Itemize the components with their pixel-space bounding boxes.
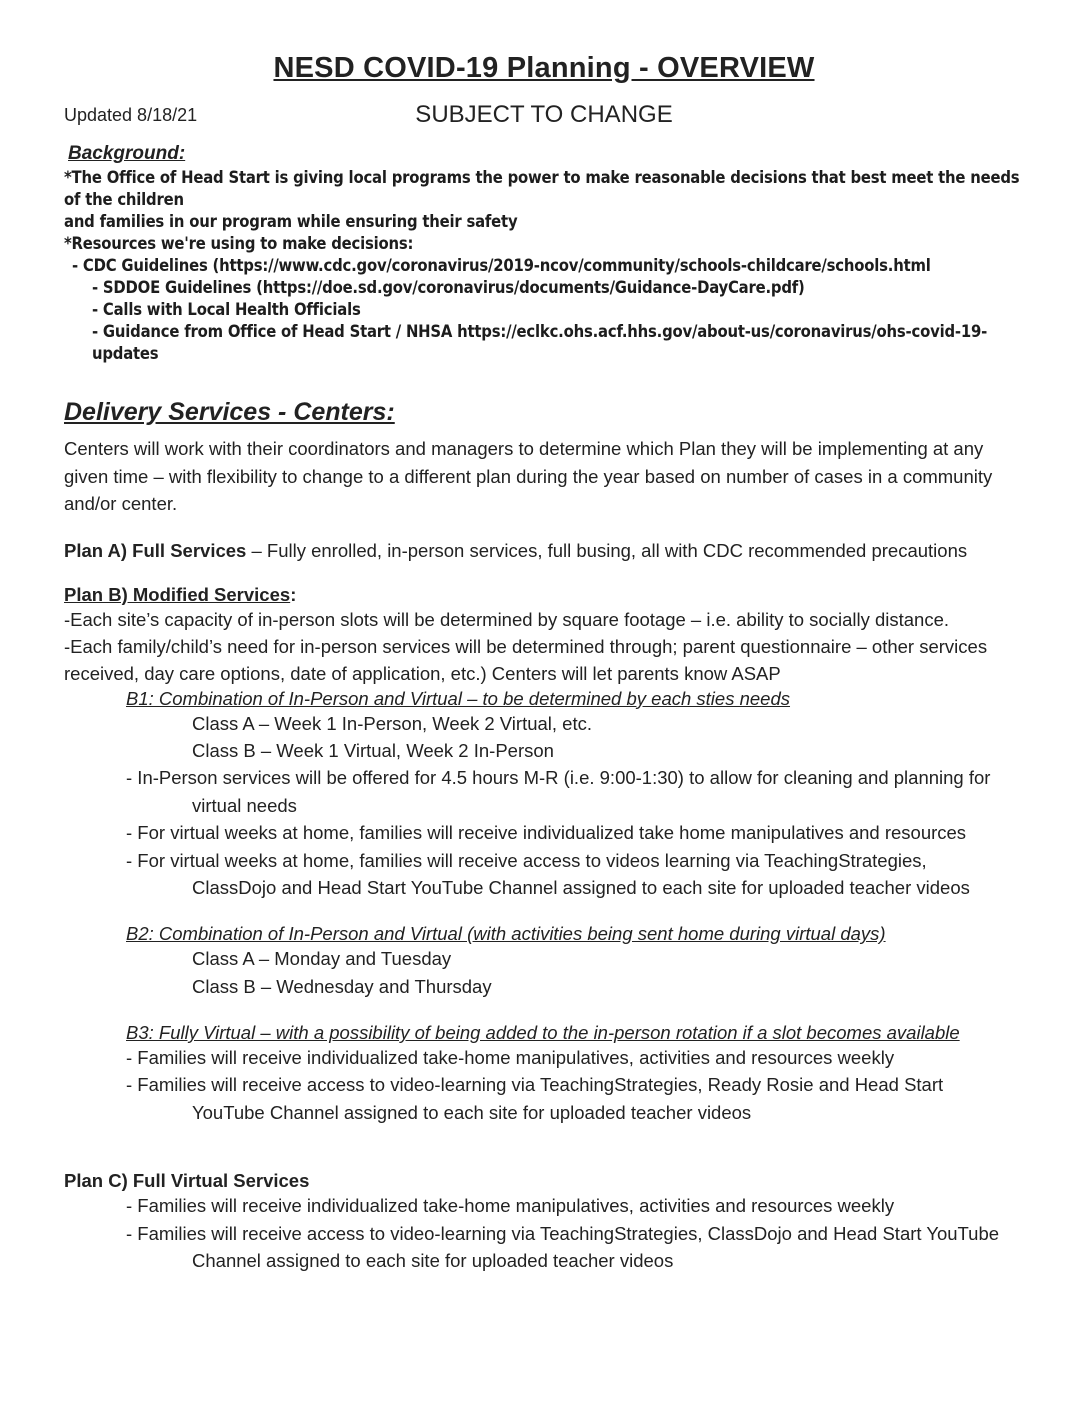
background-resource-local-health: - Calls with Local Health Officials bbox=[92, 299, 361, 319]
plan-b2-item-2: Class B – Wednesday and Thursday bbox=[192, 975, 492, 997]
background-block bbox=[64, 167, 1024, 364]
background-line-2: and families in our program while ensuring their safety bbox=[64, 211, 518, 231]
background-line-1: *The Office of Head Start is giving local programs the power to make reasonable decisions that best meet the needs of the children bbox=[64, 168, 1020, 209]
plan-b1-bullet-3-line-2: ClassDojo and Head Start YouTube Channel assigned to each site for uploaded teacher videos bbox=[192, 876, 970, 898]
plan-b1-bullet-3: - For virtual weeks at home, families will receive access to videos learning via TeachingStrategies, bbox=[126, 849, 927, 871]
delivery-services-heading: Delivery Services - Centers: bbox=[64, 398, 395, 427]
plan-b-label: Plan B) Modified Services bbox=[64, 583, 291, 605]
plan-a-row bbox=[64, 540, 1024, 562]
plan-b-label-colon: : bbox=[290, 583, 297, 605]
plan-b2-heading: B2: Combination of In-Person and Virtual (with activities being sent home during virtual days) bbox=[126, 923, 886, 945]
plan-b2-item-1: Class A – Monday and Tuesday bbox=[192, 948, 452, 970]
plan-a-text: – Fully enrolled, in-person services, full busing, all with CDC recommended precautions bbox=[246, 539, 968, 561]
background-resource-sddoe: - SDDOE Guidelines (https://doe.sd.gov/coronavirus/documents/Guidance-DayCare.pdf) bbox=[92, 277, 805, 297]
plan-b-line-1: -Each site’s capacity of in-person slots will be determined by square footage – i.e. ability to socially distance. bbox=[64, 608, 950, 630]
plan-b1-bullet-1 bbox=[64, 764, 1024, 791]
background-heading: Background: bbox=[68, 143, 186, 164]
plan-c-bullet-1: - Families will receive individualized take-home manipulatives, activities and resources weekly bbox=[126, 1195, 895, 1217]
plan-b3-bullet-2: - Families will receive access to video-learning via TeachingStrategies, Ready Rosie and Head Start bbox=[126, 1074, 944, 1096]
plan-b1-item-1: Class A – Week 1 In-Person, Week 2 Virtual, etc. bbox=[192, 712, 592, 734]
plan-a-label: Plan A) Full Services bbox=[64, 539, 247, 561]
plan-b3-bullet-1: - Families will receive individualized take-home manipulatives, activities and resources weekly bbox=[126, 1047, 895, 1069]
plan-b1-bullet-1-line-1: - In-Person services will be offered for 4.5 hours M-R (i.e. 9:00-1:30) to allow for cleaning and planning for bbox=[126, 767, 991, 789]
subject-to-change-note: SUBJECT TO CHANGE bbox=[415, 101, 673, 128]
background-resource-cdc: - CDC Guidelines (https://www.cdc.gov/coronavirus/2019-ncov/community/schools-childcare/schools.html bbox=[72, 255, 931, 275]
plan-b-line-2: -Each family/child’s need for in-person services will be determined through; parent questionnaire – other services received, day care options, date of application, etc.) Centers will let parents know ASAP bbox=[64, 635, 988, 685]
plan-b1-item-2: Class B – Week 1 Virtual, Week 2 In-Person bbox=[192, 740, 554, 762]
plan-b1-heading: B1: Combination of In-Person and Virtual – to be determined by each sties needs bbox=[126, 687, 791, 709]
delivery-intro-paragraph: Centers will work with their coordinators and managers to determine which Plan they will be implementing at any given time – with flexibility to change to a different plan during the year based on number of cases in a community and/or center. bbox=[64, 438, 993, 515]
plan-b3-heading: B3: Fully Virtual – with a possibility of being added to the in-person rotation if a slot becomes available bbox=[126, 1022, 960, 1044]
page-title: NESD COVID-19 Planning - OVERVIEW bbox=[273, 52, 815, 84]
plan-b-row bbox=[64, 584, 1024, 606]
subheader-row bbox=[64, 101, 1024, 133]
plan-b1-bullet-2: - For virtual weeks at home, families will receive individualized take home manipulatives and resources bbox=[126, 822, 967, 844]
plan-c-bullet-2: - Families will receive access to video-learning via TeachingStrategies, ClassDojo and Head Start YouTube bbox=[126, 1222, 1000, 1244]
plan-b1-bullet-1-line-2: virtual needs bbox=[192, 794, 297, 816]
background-line-3: *Resources we're using to make decisions: bbox=[64, 233, 414, 253]
updated-date: Updated 8/18/21 bbox=[64, 105, 198, 125]
plan-c-bullet-2-line-2: Channel assigned to each site for uploaded teacher videos bbox=[192, 1249, 674, 1271]
plan-b3-bullet-2-line-2: YouTube Channel assigned to each site for uploaded teacher videos bbox=[192, 1101, 752, 1123]
plan-c-label: Plan C) Full Virtual Services bbox=[64, 1170, 310, 1192]
background-resource-ohs-nhsa: - Guidance from Office of Head Start / NHSA https://eclkc.ohs.acf.hhs.gov/about-us/coronavirus/ohs-covid-19-updates bbox=[92, 321, 988, 363]
